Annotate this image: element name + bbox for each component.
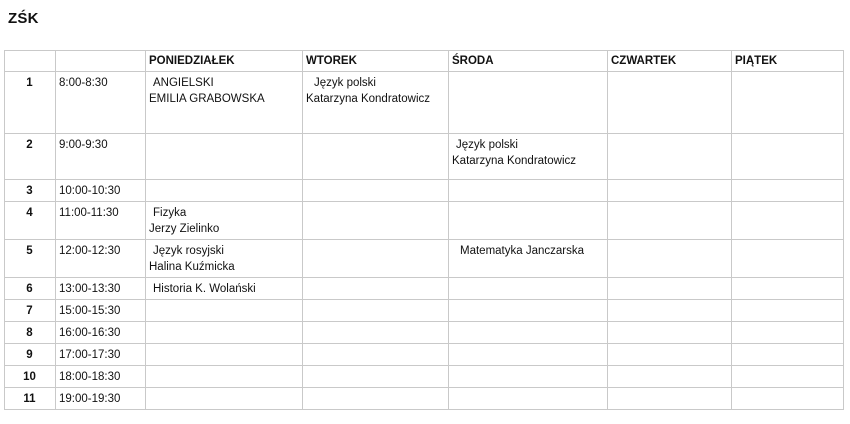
- cell-tue: [303, 388, 449, 410]
- cell-tue: [303, 322, 449, 344]
- cell-mon: [146, 300, 303, 322]
- table-row: [5, 344, 844, 366]
- lesson-number: 11: [5, 388, 56, 410]
- cell-tue: [303, 300, 449, 322]
- lesson-number: 10: [5, 366, 56, 388]
- cell-tue: [303, 202, 449, 240]
- header-friday: PIĄTEK: [732, 51, 844, 72]
- cell-thu: [608, 300, 732, 322]
- cell-mon: [146, 322, 303, 344]
- cell-wed: [449, 388, 608, 410]
- lesson-number: 6: [5, 278, 56, 300]
- cell-tue: [303, 344, 449, 366]
- lesson-time: 8:00-8:30: [56, 72, 146, 134]
- lesson-subject: Fizyka: [153, 207, 187, 219]
- table-row: [5, 322, 844, 344]
- cell-tue: [303, 180, 449, 202]
- lesson-subject: Język polski: [456, 139, 518, 151]
- cell-thu: [608, 202, 732, 240]
- lesson-number: 8: [5, 322, 56, 344]
- table-row: [5, 134, 844, 180]
- lesson-time: 18:00-18:30: [56, 366, 146, 388]
- lesson-teacher: Halina Kuźmicka: [149, 261, 235, 273]
- lesson-time: 11:00-11:30: [56, 202, 146, 240]
- lesson-number: 7: [5, 300, 56, 322]
- cell-wed: [449, 278, 608, 300]
- cell-fri: [732, 322, 844, 344]
- lesson-time: 17:00-17:30: [56, 344, 146, 366]
- schedule-table: [4, 50, 844, 410]
- table-row: [5, 180, 844, 202]
- cell-wed: [449, 240, 608, 278]
- cell-mon: [146, 72, 303, 134]
- table-row: [5, 388, 844, 410]
- cell-fri: [732, 180, 844, 202]
- cell-fri: [732, 240, 844, 278]
- cell-wed: [449, 134, 608, 180]
- lesson-teacher: Jerzy Zielinko: [149, 223, 220, 235]
- lesson-teacher: Katarzyna Kondratowicz: [452, 155, 577, 167]
- cell-mon: [146, 180, 303, 202]
- cell-thu: [608, 72, 732, 134]
- lesson-time: 13:00-13:30: [56, 278, 146, 300]
- cell-thu: [608, 180, 732, 202]
- cell-wed: [449, 202, 608, 240]
- lesson-time: 12:00-12:30: [56, 240, 146, 278]
- lesson-subject: Język polski: [314, 77, 376, 89]
- cell-thu: [608, 134, 732, 180]
- cell-fri: [732, 388, 844, 410]
- header-tuesday: WTOREK: [303, 51, 449, 72]
- page-title: ZŚK: [8, 10, 39, 27]
- cell-mon: [146, 344, 303, 366]
- lesson-subject: ANGIELSKI: [153, 77, 214, 89]
- cell-mon: [146, 134, 303, 180]
- cell-wed: [449, 180, 608, 202]
- cell-tue: [303, 240, 449, 278]
- table-row: [5, 366, 844, 388]
- cell-fri: [732, 202, 844, 240]
- cell-mon: [146, 366, 303, 388]
- cell-fri: [732, 344, 844, 366]
- lesson-subject: Historia K. Wolański: [153, 283, 256, 295]
- lesson-time: 16:00-16:30: [56, 322, 146, 344]
- cell-tue: [303, 278, 449, 300]
- cell-wed: [449, 344, 608, 366]
- cell-fri: [732, 134, 844, 180]
- cell-thu: [608, 240, 732, 278]
- cell-wed: [449, 366, 608, 388]
- cell-mon: [146, 240, 303, 278]
- cell-mon: [146, 388, 303, 410]
- lesson-number: 4: [5, 202, 56, 240]
- cell-wed: [449, 72, 608, 134]
- cell-thu: [608, 344, 732, 366]
- cell-thu: [608, 366, 732, 388]
- lesson-number: 1: [5, 72, 56, 134]
- cell-tue: [303, 72, 449, 134]
- cell-fri: [732, 300, 844, 322]
- lesson-subject: Matematyka Janczarska: [460, 245, 584, 257]
- cell-wed: [449, 300, 608, 322]
- table-row: [5, 202, 844, 240]
- lesson-time: 9:00-9:30: [56, 134, 146, 180]
- cell-tue: [303, 134, 449, 180]
- header-number: [5, 51, 56, 72]
- lesson-time: 19:00-19:30: [56, 388, 146, 410]
- lesson-number: 5: [5, 240, 56, 278]
- cell-fri: [732, 72, 844, 134]
- lesson-teacher: EMILIA GRABOWSKA: [149, 93, 265, 105]
- cell-thu: [608, 388, 732, 410]
- lesson-teacher: Katarzyna Kondratowicz: [306, 93, 431, 105]
- cell-tue: [303, 366, 449, 388]
- header-thursday: CZWARTEK: [608, 51, 732, 72]
- lesson-time: 15:00-15:30: [56, 300, 146, 322]
- cell-fri: [732, 366, 844, 388]
- header-row: [5, 51, 844, 72]
- table-row: [5, 240, 844, 278]
- lesson-number: 2: [5, 134, 56, 180]
- lesson-time: 10:00-10:30: [56, 180, 146, 202]
- table-row: [5, 278, 844, 300]
- lesson-number: 3: [5, 180, 56, 202]
- header-wednesday: ŚRODA: [449, 51, 608, 72]
- cell-wed: [449, 322, 608, 344]
- cell-mon: [146, 202, 303, 240]
- cell-fri: [732, 278, 844, 300]
- lesson-subject: Język rosyjski: [153, 245, 224, 257]
- table-row: [5, 72, 844, 134]
- cell-thu: [608, 322, 732, 344]
- header-monday: PONIEDZIAŁEK: [146, 51, 303, 72]
- cell-thu: [608, 278, 732, 300]
- header-time: [56, 51, 146, 72]
- table-row: [5, 300, 844, 322]
- cell-mon: [146, 278, 303, 300]
- lesson-number: 9: [5, 344, 56, 366]
